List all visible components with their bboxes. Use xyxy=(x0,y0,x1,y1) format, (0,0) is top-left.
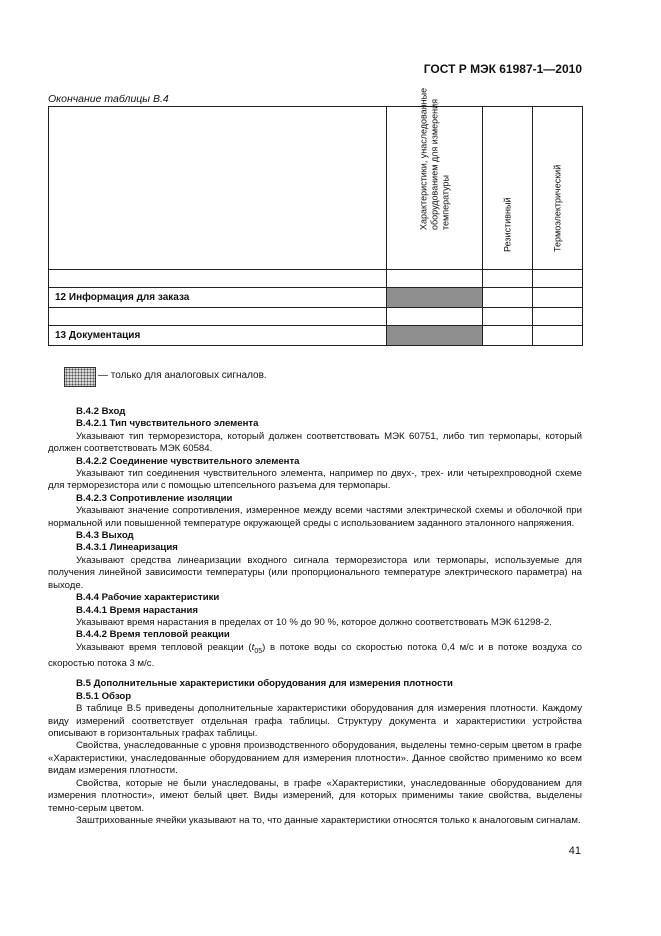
section-heading: В.4.2.3 Сопротивление изоляции xyxy=(76,492,233,504)
section-heading: В.4.4.1 Время нарастания xyxy=(76,604,198,616)
paragraph: Свойства, которые не были унаследованы, в графе «Характеристики, унаследованные оборудованием для измерения плотности», имеют белый цвет. Виды измерений, для которых применимы такие свойства, выделены темно-серым цветом. xyxy=(48,777,582,814)
column-header-text: Характеристики, унаследованные оборудованием для измерения температуры xyxy=(418,87,450,230)
paragraph: Указывают тип терморезистора, который должен соответствовать МЭК 60751, либо тип термопары, который должен соответствовать МЭК 60584. xyxy=(48,430,582,455)
empty-header-cell xyxy=(49,107,387,270)
paragraph: Указывают средства линеаризации входного сигнала терморезистора или термопары, используемые для получения линейной зависимости температуры (или пропорционального температуре электрического параметра) на выходе. xyxy=(48,554,582,591)
paragraph: Указывают значение сопротивления, измеренное между всеми частями электрической схемы и оболочкой при нормальной или повышенной температуре окружающей среды с использованием заданного эталонного напряжения. xyxy=(48,505,582,529)
section-heading: В.5.1 Обзор xyxy=(76,690,132,702)
row-label xyxy=(49,308,387,326)
section-heading: В.4.4.2 Время тепловой реакции xyxy=(76,629,230,641)
paragraph: Указывают тип соединения чувствительного элемента, например по двух-, трех- или четырехпроводной схеме для терморезистора или с помощью штепсельного разъема для термопары. xyxy=(48,468,582,492)
section-heading: В.4.2 Вход xyxy=(76,406,126,417)
paragraph-text: Указывают время тепловой реакции ( xyxy=(76,641,252,653)
column-header-thermoelectric xyxy=(533,107,583,270)
paragraph-text: ) в потоке воды со скоростью потока 0,4 м/с и в потоке воздуха со скоростью потока 3 м/с. xyxy=(48,641,583,670)
section-heading: В.4.4 Рабочие характеристики xyxy=(76,592,220,604)
column-header-text: Резистивный xyxy=(502,197,512,252)
paragraph: В таблице В.5 приведены дополнительные характеристики оборудования для измерения плотности. Каждому виду измерений соответствует отдельная графа таблицы. Структуру документа и характеристики устройства описывают в горизонтальных графах таблицы. xyxy=(48,703,582,740)
table-row xyxy=(49,288,583,308)
paragraph xyxy=(48,642,582,671)
row-label: 12 Информация для заказа xyxy=(49,288,387,308)
page-number: 41 xyxy=(568,845,581,857)
section-heading: В.5 Дополнительные характеристики оборудования для измерения плотности xyxy=(76,678,453,690)
table-row xyxy=(49,270,583,288)
table-caption: Окончание таблицы В.4 xyxy=(48,93,169,105)
hatched-legend-swatch xyxy=(64,367,96,387)
section-heading: В.4.2.2 Соединение чувствительного элемента xyxy=(76,455,300,467)
column-header-resistive xyxy=(483,107,533,270)
inherited-cell-dark xyxy=(387,288,483,308)
legend-text: — только для аналоговых сигналов. xyxy=(98,370,267,381)
section-heading: В.4.2.1 Тип чувствительного элемента xyxy=(76,418,259,430)
table-row xyxy=(49,326,583,346)
paragraph: Заштрихованные ячейки указывают на то, что данные характеристики относятся только к аналоговым сигналам. xyxy=(76,814,581,826)
paragraph: Указывают время нарастания в пределах от 10 % до 90 %, которое должно соответствовать МЭК 61298-2. xyxy=(76,616,552,628)
inherited-cell-dark xyxy=(387,326,483,346)
variable-subscript: 05 xyxy=(254,647,263,655)
table-row xyxy=(49,308,583,326)
section-heading: В.4.3 Выход xyxy=(76,530,134,542)
section-heading: В.4.3.1 Линеаризация xyxy=(76,542,178,554)
column-header-text: Термоэлектрический xyxy=(552,164,562,252)
column-header-inherited xyxy=(387,87,483,270)
row-label xyxy=(49,270,387,288)
paragraph: Свойства, унаследованные с уровня производственного оборудования, выделены темно-серым цветом в графе «Характеристики, унаследованные оборудованием для измерения плотности». Данное свойство применимо ко всем видам измерения плотности. xyxy=(48,740,582,777)
document-header: ГОСТ Р МЭК 61987-1—2010 xyxy=(423,62,582,76)
variable-symbol: t xyxy=(251,641,255,653)
body-text xyxy=(48,406,582,827)
row-label: 13 Документация xyxy=(49,326,387,346)
